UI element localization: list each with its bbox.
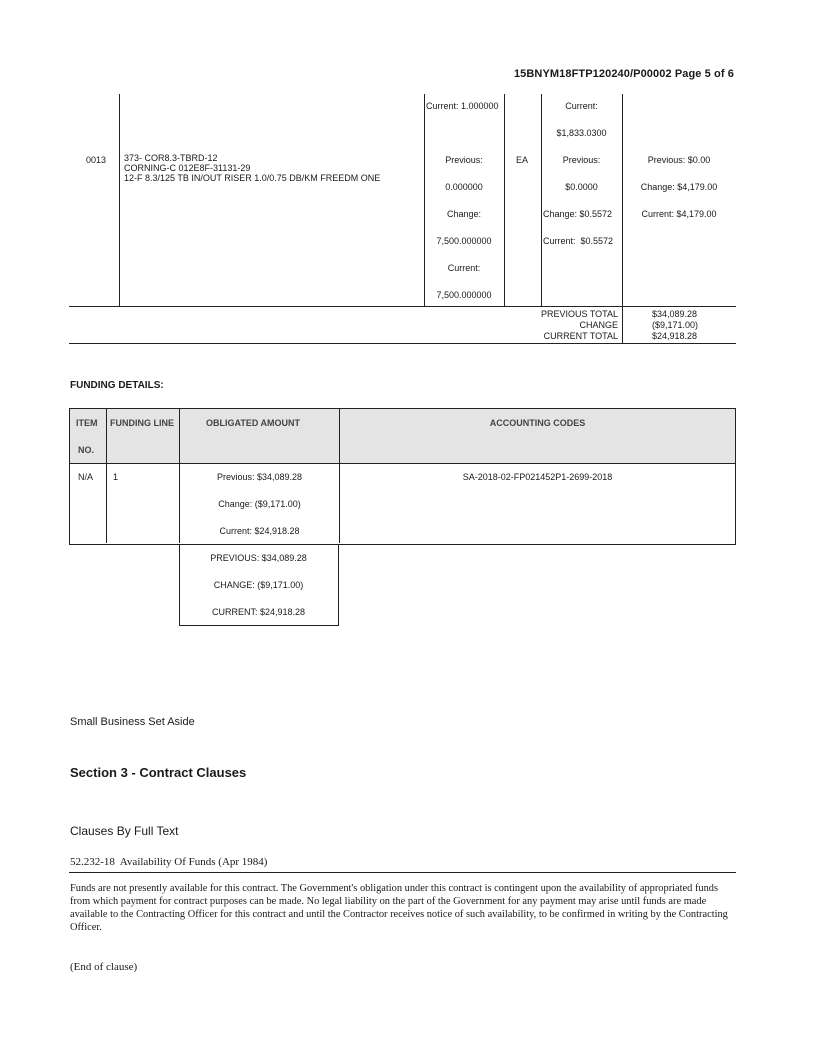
document-reference: 15BNYM18FTP120240/P00002 Page 5 of 6	[513, 68, 734, 80]
col-divider	[504, 94, 505, 306]
row-accounting-code: SA-2018-02-FP021452P1-2699-2018	[462, 472, 613, 482]
quantity-text: Previous:	[445, 155, 483, 165]
header-obligated-amount: OBLIGATED AMOUNT	[206, 418, 300, 428]
totals-values	[652, 309, 698, 342]
row-item: N/A	[78, 472, 94, 482]
total-label: PREVIOUS TOTAL	[540, 309, 618, 319]
quantity-text: 0.000000	[445, 182, 483, 192]
clause-title: 52.232-18 Availability Of Funds (Apr 1984)	[70, 856, 268, 868]
col-divider	[106, 409, 107, 543]
quantity-current: Current: 1.000000	[426, 101, 499, 111]
clause-divider	[69, 872, 736, 873]
amount-text: Change: $4,179.00	[640, 182, 718, 192]
header-item: ITEM	[76, 418, 98, 428]
funding-total-text: PREVIOUS: $34,089.28	[210, 553, 307, 563]
funding-details-title: FUNDING DETAILS:	[70, 380, 164, 391]
row-obligated-text: Previous: $34,089.28	[216, 472, 303, 482]
col-divider	[424, 94, 425, 306]
unit-price-text: Change: $0.5572	[543, 209, 613, 219]
unit-price-text: Previous:	[562, 155, 601, 165]
row-divider	[69, 306, 736, 307]
row-obligated-text: Change: ($9,171.00)	[218, 499, 301, 509]
clause-body: Funds are not presently available for this contract. The Government's obligation under this contract is contingent upon the availability of appropriated funds from which payment for contract purposes can be made. No legal liability on the part of the Government for any payment may arise until funds are made available to the Contracting Officer for this contract and until the Contractor receives notice of such availability, to be confirmed in writing by the Contracting Officer.	[70, 883, 728, 933]
section-title: Section 3 - Contract Clauses	[70, 765, 247, 780]
funding-total-text: CURRENT: $24,918.28	[211, 607, 306, 617]
col-divider	[541, 94, 542, 306]
quantity-text: Change:	[446, 209, 482, 219]
unit: EA	[516, 155, 529, 165]
unit-price-text: $0.0000	[565, 182, 598, 192]
funding-total-text: CHANGE: ($9,171.00)	[213, 580, 304, 590]
header-item-no: NO.	[78, 445, 95, 455]
row-obligated-text: Current: $24,918.28	[219, 526, 300, 536]
description-line: 12-F 8.3/125 TB IN/OUT RISER 1.0/0.75 DB/KM FREEDM ONE	[124, 173, 381, 183]
total-label: CHANGE	[579, 320, 618, 330]
total-label: CURRENT TOTAL	[543, 331, 618, 341]
quantity-text: Current:	[447, 263, 481, 273]
funding-totals-box	[179, 544, 339, 626]
clause-end: (End of clause)	[70, 961, 138, 973]
totals-labels	[480, 309, 618, 342]
item-number: 0013	[86, 155, 107, 165]
unit-price-text: $1,833.0300	[556, 128, 607, 138]
description-line: 373- COR8.3-TBRD-12	[124, 153, 218, 163]
total-value: $34,089.28	[652, 309, 698, 319]
unit-price-text: Current: $0.5572	[543, 236, 614, 246]
col-divider	[119, 94, 120, 306]
quantity-text: 7,500.000000	[436, 290, 492, 300]
item-description	[124, 153, 419, 183]
row-divider	[70, 463, 735, 464]
header-accounting-codes: ACCOUNTING CODES	[489, 418, 586, 428]
amount-text: Previous: $0.00	[647, 155, 711, 165]
funding-table	[69, 408, 736, 545]
total-value: ($9,171.00)	[652, 320, 699, 330]
header-funding-line: FUNDING LINE	[110, 418, 174, 428]
row-funding-line: 1	[113, 472, 119, 482]
amount-text: Current: $4,179.00	[641, 209, 717, 219]
unit-price-text: Current:	[565, 101, 598, 111]
description-line: CORNING-C 012E8F-31131-29	[124, 163, 251, 173]
set-aside-text: Small Business Set Aside	[70, 716, 195, 728]
clauses-label: Clauses By Full Text	[70, 824, 179, 838]
row-divider	[69, 343, 736, 344]
quantity-text: 7,500.000000	[436, 236, 492, 246]
total-value: $24,918.28	[652, 331, 698, 341]
